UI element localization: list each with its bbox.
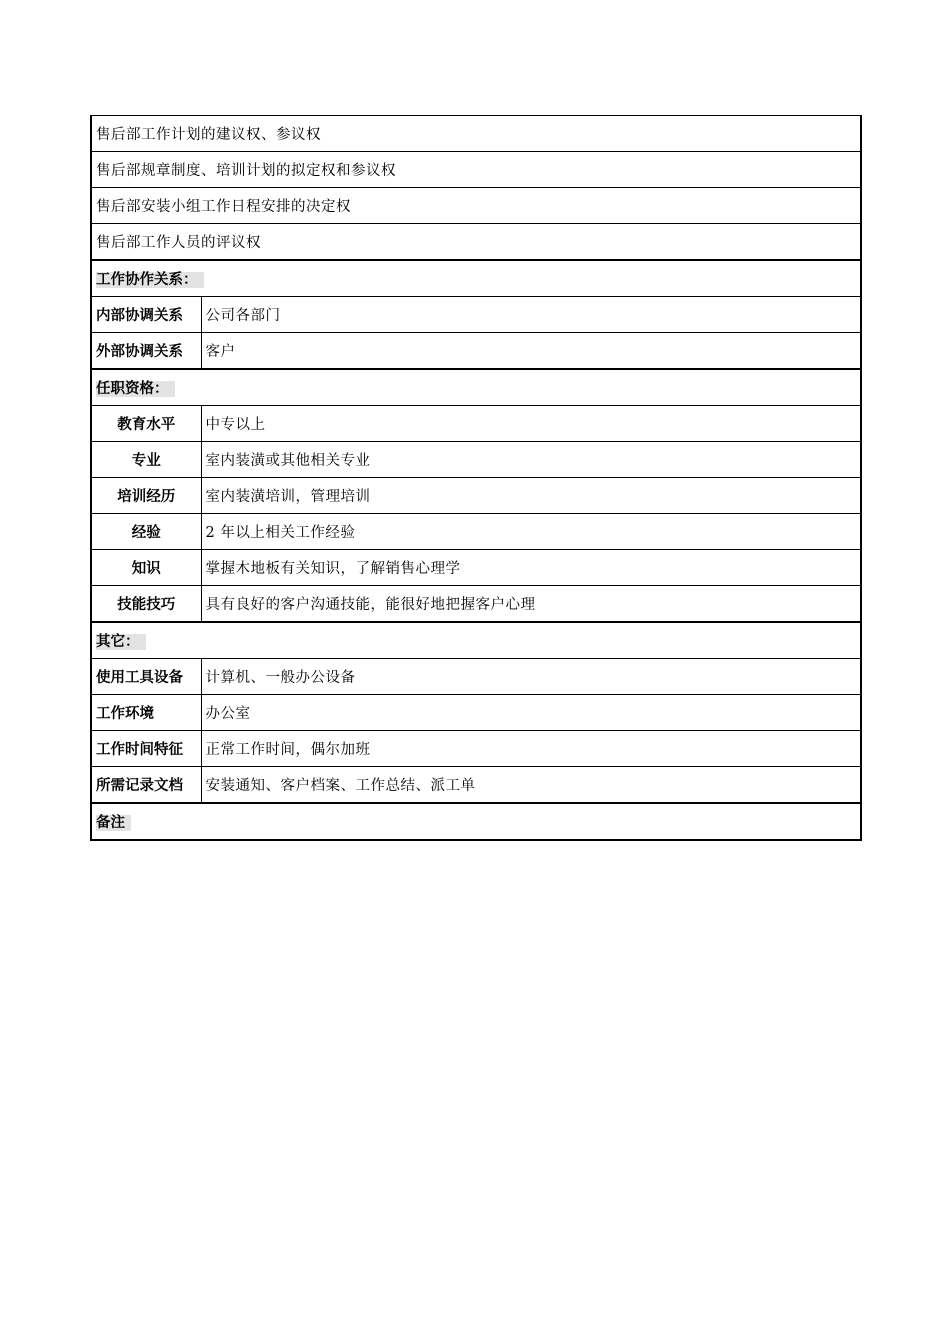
field-value: 安装通知、客户档案、工作总结、派工单 <box>201 767 861 804</box>
authority-row <box>91 224 861 261</box>
field-label: 经验 <box>91 514 201 550</box>
table-row <box>91 442 861 478</box>
section-heading-text: 其它： <box>96 634 146 650</box>
field-value: 具有良好的客户沟通技能，能很好地把握客户心理 <box>201 586 861 623</box>
field-label: 专业 <box>91 442 201 478</box>
field-label: 内部协调关系 <box>91 297 201 333</box>
field-label: 工作时间特征 <box>91 731 201 767</box>
table-row <box>91 586 861 623</box>
authority-row <box>91 188 861 224</box>
section-heading-text: 任职资格： <box>96 381 175 397</box>
field-value: 客户 <box>201 333 861 370</box>
section-heading-qualifications <box>91 369 861 406</box>
field-label: 使用工具设备 <box>91 659 201 695</box>
field-value: 公司各部门 <box>201 297 861 333</box>
table-row <box>91 333 861 370</box>
field-value: 中专以上 <box>201 406 861 442</box>
field-label: 知识 <box>91 550 201 586</box>
field-label: 培训经历 <box>91 478 201 514</box>
field-label: 技能技巧 <box>91 586 201 623</box>
table-row <box>91 478 861 514</box>
section-heading-text: 备注 <box>96 815 131 831</box>
table-row <box>91 659 861 695</box>
field-value: 正常工作时间，偶尔加班 <box>201 731 861 767</box>
authority-item: 售后部工作计划的建议权、参议权 <box>91 116 861 152</box>
field-label: 工作环境 <box>91 695 201 731</box>
authority-row <box>91 152 861 188</box>
job-description-table <box>90 115 862 841</box>
authority-row <box>91 116 861 152</box>
authority-item: 售后部安装小组工作日程安排的决定权 <box>91 188 861 224</box>
table-row <box>91 695 861 731</box>
table-row <box>91 731 861 767</box>
authority-item: 售后部工作人员的评议权 <box>91 224 861 261</box>
section-heading-remarks <box>91 803 861 840</box>
section-heading-other <box>91 622 861 659</box>
section-header-row <box>91 369 861 406</box>
field-value: 掌握木地板有关知识，了解销售心理学 <box>201 550 861 586</box>
field-value: 室内装潢或其他相关专业 <box>201 442 861 478</box>
field-label: 所需记录文档 <box>91 767 201 804</box>
remarks-row <box>91 803 861 840</box>
field-value: 办公室 <box>201 695 861 731</box>
section-heading-text: 工作协作关系： <box>96 272 204 288</box>
field-value: 计算机、一般办公设备 <box>201 659 861 695</box>
table-row <box>91 514 861 550</box>
field-label: 外部协调关系 <box>91 333 201 370</box>
table-row <box>91 550 861 586</box>
field-value: 2 年以上相关工作经验 <box>201 514 861 550</box>
section-header-row <box>91 260 861 297</box>
table-row <box>91 406 861 442</box>
section-heading-cooperation <box>91 260 861 297</box>
table-row <box>91 297 861 333</box>
table-row <box>91 767 861 804</box>
field-value: 室内装潢培训，管理培训 <box>201 478 861 514</box>
authority-item: 售后部规章制度、培训计划的拟定权和参议权 <box>91 152 861 188</box>
field-label: 教育水平 <box>91 406 201 442</box>
section-header-row <box>91 622 861 659</box>
